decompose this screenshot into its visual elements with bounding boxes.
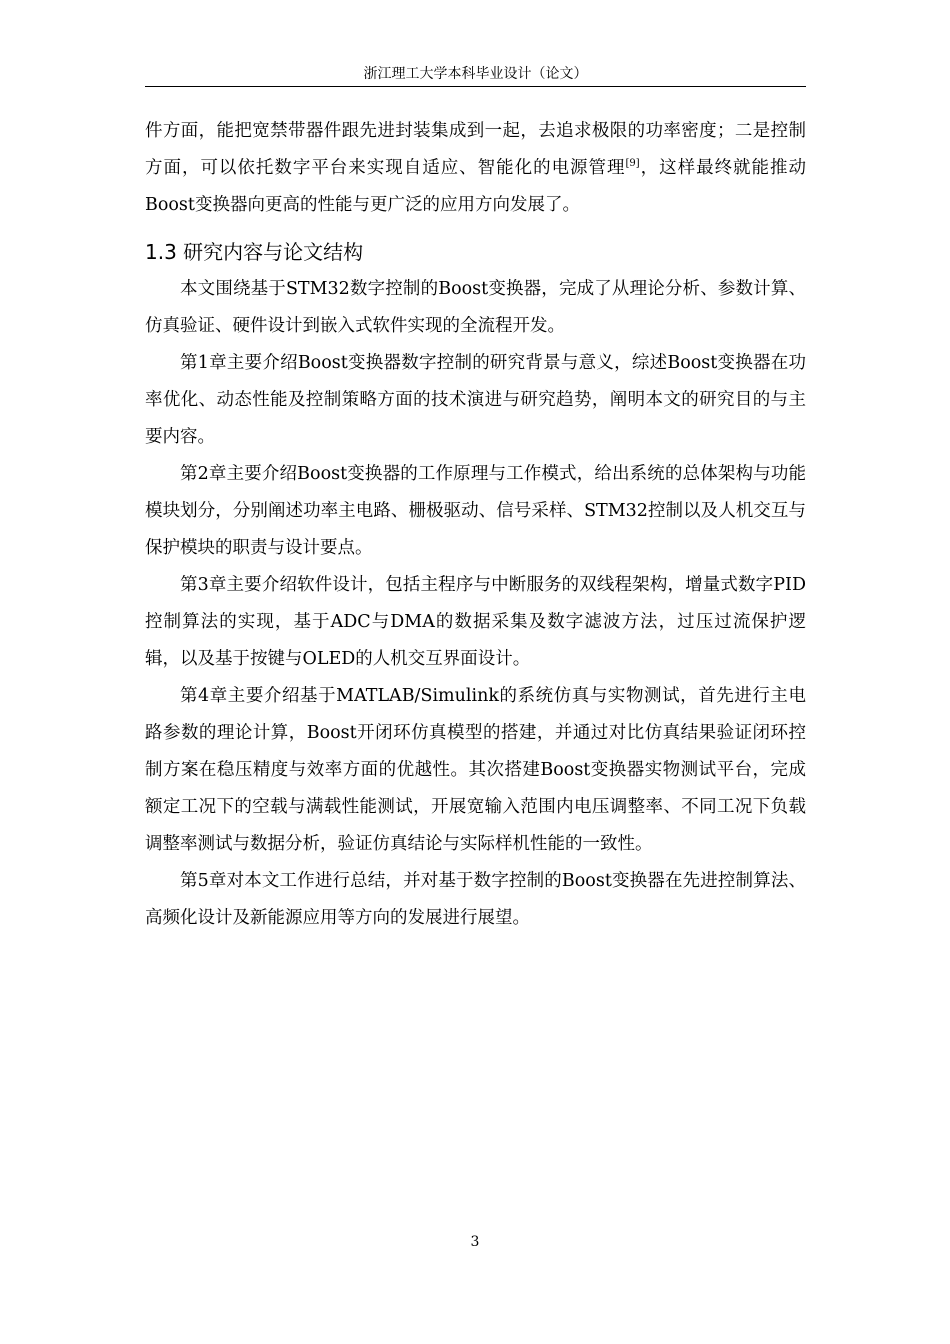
intro-paragraph-text	[145, 113, 806, 224]
page-number: 3	[470, 1234, 480, 1250]
section-paragraph: 第3章主要介绍软件设计，包括主程序与中断服务的双线程架构，增量式数字PID控制算法的实现，基于ADC与DMA的数据采集及数字滤波方法，过压过流保护逻辑，以及基于按键与OLED的人机交互界面设计。	[145, 575, 806, 669]
section-title: 1.3 研究内容与论文结构	[145, 240, 364, 264]
section-paragraph: 第1章主要介绍Boost变换器数字控制的研究背景与意义，综述Boost变换器在功率优化、动态性能及控制策略方面的技术演进与研究趋势，阐明本文的研究目的与主要内容。	[145, 353, 806, 447]
section-paragraph: 本文围绕基于STM32数字控制的Boost变换器，完成了从理论分析、参数计算、仿真验证、硬件设计到嵌入式软件实现的全流程开发。	[145, 279, 806, 336]
section-body	[145, 271, 806, 937]
page-header: 浙江理工大学本科毕业设计（论文）	[145, 62, 806, 87]
intro-text-after-ref: ，这样最终就能推动Boost变换器向更高的性能与更广泛的应用方向发展了。	[145, 158, 806, 215]
citation-ref: [9]	[625, 158, 640, 169]
section-paragraph: 第2章主要介绍Boost变换器的工作原理与工作模式，给出系统的总体架构与功能模块划分，分别阐述功率主电路、栅极驱动、信号采样、STM32控制以及人机交互与保护模块的职责与设计要点。	[145, 464, 806, 558]
section-paragraph: 第4章主要介绍基于MATLAB/Simulink的系统仿真与实物测试，首先进行主电路参数的理论计算，Boost开闭环仿真模型的搭建，并通过对比仿真结果验证闭环控制方案在稳压精度与效率方面的优越性。其次搭建Boost变换器实物测试平台，完成额定工况下的空载与满载性能测试，开展宽输入范围内电压调整率、不同工况下负载调整率测试与数据分析，验证仿真结论与实际样机性能的一致性。	[145, 686, 806, 854]
section-paragraph: 第5章对本文工作进行总结，并对基于数字控制的Boost变换器在先进控制算法、高频化设计及新能源应用等方向的发展进行展望。	[145, 871, 806, 928]
intro-paragraph	[145, 113, 806, 224]
intro-text-before-ref: 件方面，能把宽禁带器件跟先进封装集成到一起，去追求极限的功率密度；二是控制方面，可以依托数字平台来实现自适应、智能化的电源管理	[145, 121, 806, 178]
